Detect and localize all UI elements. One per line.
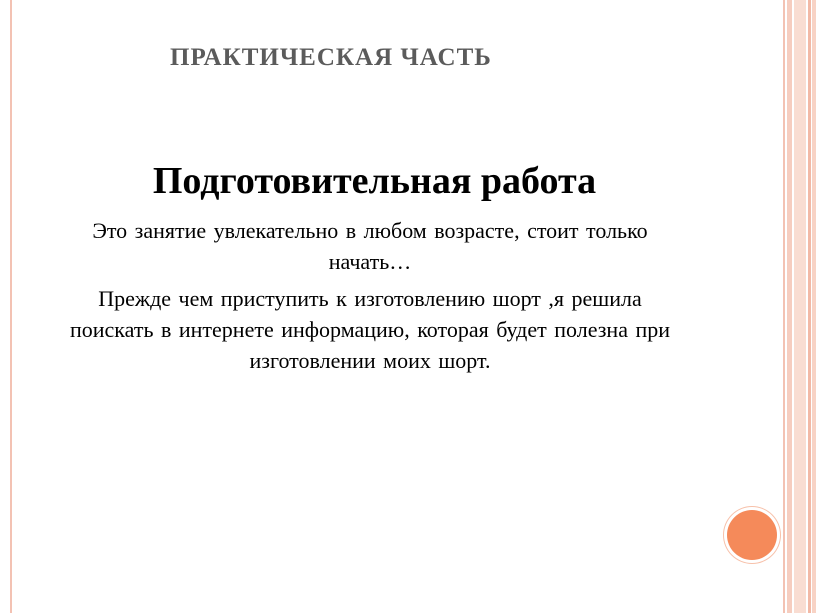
decorative-stripe — [808, 0, 811, 613]
decorative-stripe — [812, 0, 816, 613]
frame-right-line — [783, 0, 785, 613]
content-heading: Подготовительная работа — [152, 160, 597, 202]
decorative-stripe — [787, 0, 792, 613]
decorative-stripe — [794, 0, 806, 613]
slide-title: ПРАКТИЧЕСКАЯ ЧАСТЬ — [170, 44, 492, 71]
decorative-circle-icon — [727, 510, 777, 560]
frame-left-line — [10, 0, 12, 613]
slide-content — [40, 150, 745, 376]
paragraph-body: Прежде чем приступить к изготовлению шорт ,я решила поискать в интернете информацию, которая будет полезна при изготовлении моих шорт. — [69, 286, 671, 373]
paragraph-intro: Это занятие увлекательно в любом возрасте, стоит только начать… — [92, 218, 648, 274]
